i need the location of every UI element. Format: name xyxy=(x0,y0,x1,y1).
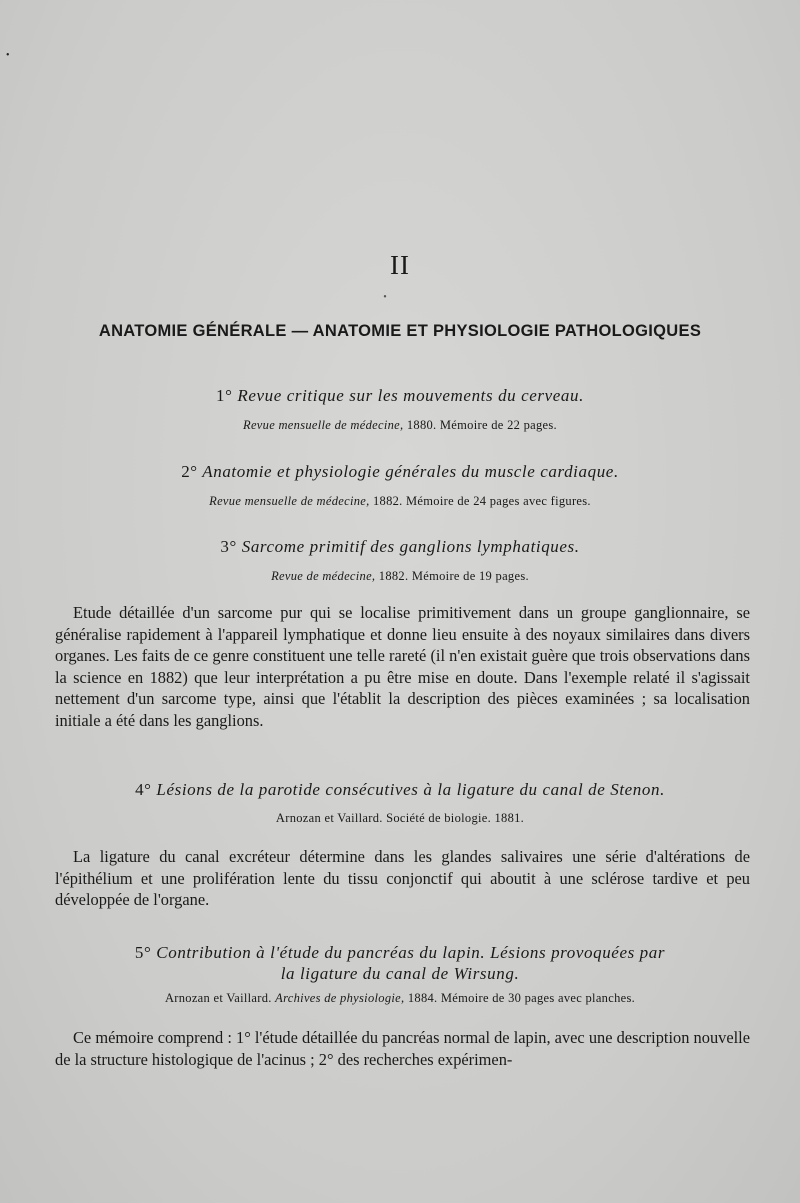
entry-5-title-line-2 xyxy=(0,964,800,984)
entry-5-journal: Archives de physiologie, xyxy=(275,991,405,1005)
section-title: ANATOMIE GÉNÉRALE — ANATOMIE ET PHYSIOLOGIE PATHOLOGIQUES xyxy=(98,322,702,340)
entry-5-number: 5° xyxy=(134,943,152,962)
entry-1-title-line xyxy=(0,386,800,406)
entry-4-title: Lésions de la parotide consécutives à la ligature du canal de Stenon. xyxy=(156,780,665,799)
entry-2-number: 2° xyxy=(181,462,198,481)
entry-2-title-line xyxy=(0,462,800,482)
entry-2-title: Anatomie et physiologie générales du muscle cardiaque. xyxy=(202,462,619,481)
entry-5-title-part-2: la ligature du canal de Wirsung. xyxy=(280,964,520,983)
entry-3-ref-details: 1882. Mémoire de 19 pages. xyxy=(375,569,529,583)
entry-3-reference xyxy=(0,569,800,584)
entry-2-journal: Revue mensuelle de médecine, xyxy=(209,494,370,508)
entry-5-ref-details: 1884. Mémoire de 30 pages avec planches. xyxy=(404,991,636,1005)
entry-5-title-line-1 xyxy=(0,943,800,963)
chapter-numeral: II xyxy=(390,250,410,280)
entry-5-title-part-1: Contribution à l'étude du pancréas du lapin. Lésions provoquées par xyxy=(156,943,666,962)
entry-1-number: 1° xyxy=(216,386,233,405)
entry-1-ref-details: 1880. Mémoire de 22 pages. xyxy=(403,418,557,432)
entry-2-reference xyxy=(0,494,800,509)
entry-4-paragraph: La ligature du canal excréteur détermine dans les glandes salivaires une série d'altérations de l'épithélium et une prolifération lente du tissu conjonctif qui aboutit à une sclérose tardive et peu développée de l'organe. xyxy=(55,847,750,910)
entry-1-journal: Revue mensuelle de médecine, xyxy=(243,418,404,432)
entry-3-number: 3° xyxy=(220,537,237,556)
entry-5-paragraph: Ce mémoire comprend : 1° l'étude détaillée du pancréas normal de lapin, avec une description nouvelle de la structure histologique de l'acinus ; 2° des recherches expérimen- xyxy=(55,1028,750,1069)
entry-4-ref-details: Arnozan et Vaillard. Société de biologie. 1881. xyxy=(275,811,525,825)
entry-2-ref-details: 1882. Mémoire de 24 pages avec figures. xyxy=(369,494,591,508)
entry-4-title-line xyxy=(0,780,800,800)
entry-3-title: Sarcome primitif des ganglions lymphatiques. xyxy=(241,537,580,556)
entry-1-reference xyxy=(0,418,800,433)
entry-1-title: Revue critique sur les mouvements du cerveau. xyxy=(237,386,584,405)
entry-3-paragraph: Etude détaillée d'un sarcome pur qui se localise primitivement dans un groupe ganglionnaire, se généralise rapidement à l'appareil lymphatique et donne lieu ensuite à des noyaux similaires dans divers organes. Les faits de ce genre constituent une telle rareté (il n'en existait guère que trois observations dans la science en 1882) que leur interprétation a pu être mise en doute. Dans l'exemple relaté il s'agissait nettement d'un sarcome type, ainsi que l'établit la description des pièces examinées ; sa localisation initiale a été dans les ganglions. xyxy=(55,603,750,730)
entry-5-authors: Arnozan et Vaillard. xyxy=(164,991,276,1005)
entry-5-reference xyxy=(0,991,800,1006)
entry-3-journal: Revue de médecine, xyxy=(271,569,376,583)
entry-4-number: 4° xyxy=(135,780,152,799)
entry-4-reference xyxy=(0,811,800,826)
entry-3-title-line xyxy=(0,537,800,557)
ornament-bullet: • xyxy=(383,292,387,303)
speck-mark: • xyxy=(6,50,10,61)
